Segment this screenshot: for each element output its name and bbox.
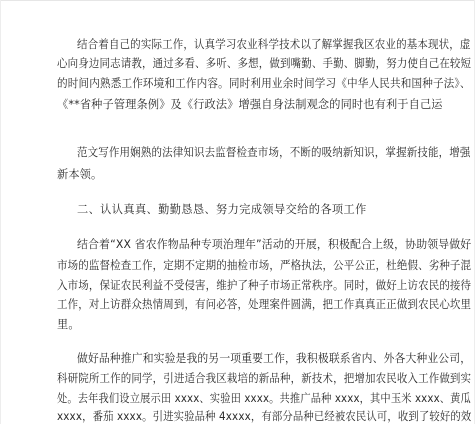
- page-top-border: [0, 0, 475, 1]
- paragraph-3-line-1: 结合着“XX 省农作物品种专项治理年”活动的开展，积极配合上级，协助领导做好: [77, 238, 472, 251]
- paragraph-1-line-1: 结合着自己的实际工作，认真学习农业科学技术以了解掌握我区农业的基本现状，虚: [77, 38, 471, 51]
- paragraph-4-line-4: xxxx，番茄 xxxx。引进实验品种 4xxxx，有部分品种已经被农民认可，收到了较好的效: [57, 410, 472, 423]
- paragraph-2-line-1: 范文写作用娴熟的法律知识去监督检查市场，不断的吸纳新知识，掌握新技能，增强: [77, 146, 471, 159]
- paragraph-3-line-4: 工作，对上访群众热情周到，有问必答，处理案件圆满，把工作真真正正做到农民心坎里: [57, 298, 472, 311]
- paragraph-4-line-3: 处。去年我们设立展示田 xxxx、实验田 xxxx。共推广品种 xxxx，其中玉米 xxxx、黄瓜: [57, 392, 471, 405]
- paragraph-1-line-2: 心向身边同志请教，通过多看、多听、多想，做到嘴勤、手勤、脚勤，努力使自己在较短: [57, 57, 472, 70]
- paragraph-1-line-4: 《**省种子管理条例》及《行政法》增强自身法制观念的同时也有利于自己运: [57, 98, 443, 111]
- paragraph-3-line-2: 市场的监督检查工作，定期不定期的抽检市场，严格执法，公平公正，杜绝假、劣种子混: [57, 259, 472, 272]
- paragraph-4-line-2: 科研院所工作的同学，引进适合我区栽培的新品种，新技术，把增加农民收入工作做到实: [57, 372, 472, 385]
- paragraph-4-line-1: 做好品种推广和实验是我的另一项重要工作，我积极联系省内、外各大种业公司，: [77, 352, 472, 365]
- paragraph-1-line-3: 的时间内熟悉工作环境和工作内容。同时利用业余时间学习《中华人民共和国种子法》、: [57, 77, 471, 90]
- paragraph-2-line-2: 新本领。: [57, 168, 103, 181]
- page-left-border: [0, 0, 1, 424]
- paragraph-3-line-5: 里。: [57, 318, 80, 331]
- paragraph-3-line-3: 入市场，保证农民利益不受侵害，维护了种子市场正常秩序。同时，做好上访农民的接待: [57, 279, 472, 292]
- section-heading: 二、认认真真、勤勤恳恳、努力完成领导交给的各项工作: [77, 203, 367, 216]
